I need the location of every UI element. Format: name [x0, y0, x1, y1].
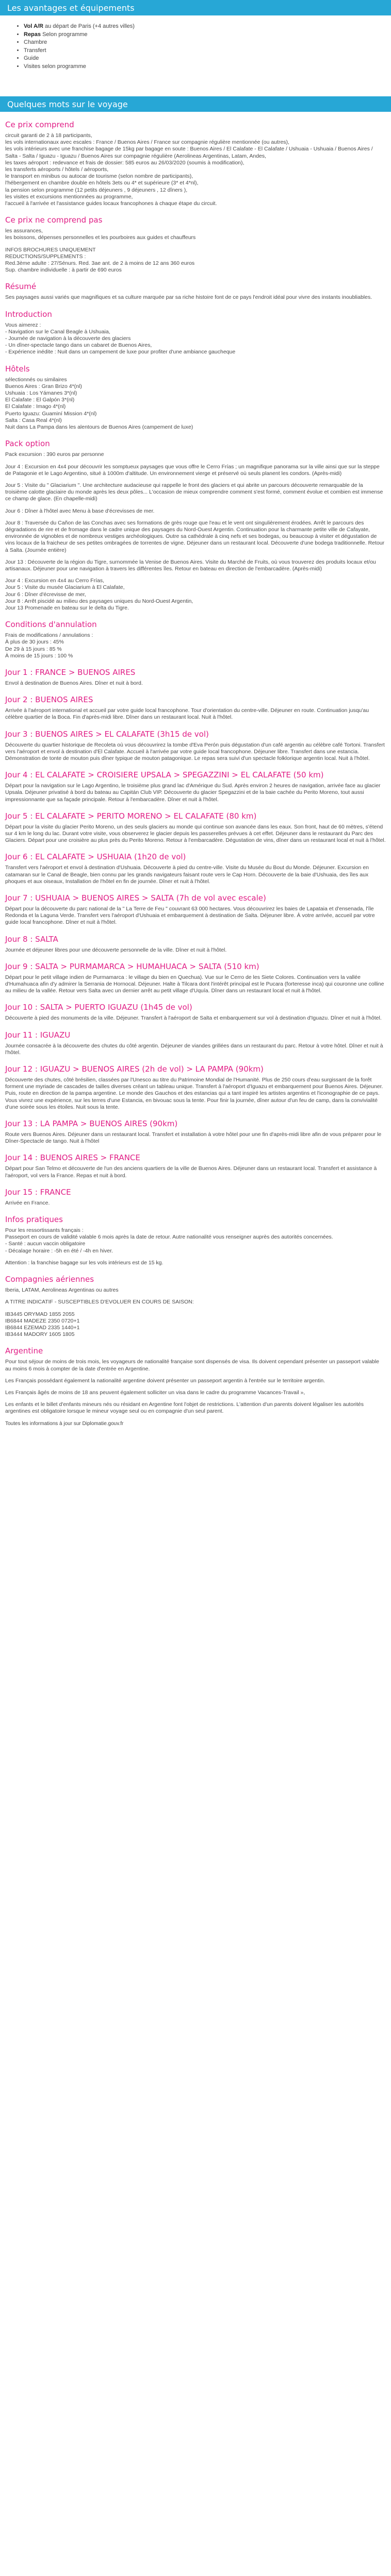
itinerary-day [5, 1003, 386, 1022]
amenity-detail: Guide [24, 55, 39, 61]
footer-note[interactable]: Toutes les informations à jour sur Diplomatie.gouv.fr [5, 1420, 124, 1427]
itinerary-day [5, 962, 386, 995]
section-paragraph: Pour tout séjour de moins de trois mois, les voyageurs de nationalité française sont dispensés de visa. Ils doivent cependant présenter un passeport valable au moins 6 mois à compter de la date d'entrée en Argentine. [5, 1359, 379, 1372]
day-title: Jour 8 : SALTA [5, 934, 58, 944]
amenity-label: Repas [24, 31, 41, 38]
info-section [5, 215, 386, 274]
itinerary-day [5, 695, 386, 721]
day-title: Jour 11 : IGUAZU [5, 1030, 71, 1040]
section-title: Pack option [5, 439, 50, 449]
section-title: Introduction [5, 309, 52, 319]
section-paragraph: A TITRE INDICATIF - SUSCEPTIBLES D'EVOLUER EN COURS DE SAISON: [5, 1299, 194, 1306]
argentine-section [5, 1346, 386, 1415]
day-title: Jour 9 : SALTA > PURMAMARCA > HUMAHUACA > SALTA (510 km) [5, 961, 259, 971]
amenity-item [24, 63, 386, 71]
amenities-band [0, 0, 391, 15]
section-paragraph: Jour 8 : Traversée du Cañon de las Conchas avec ses formations de grès rouge que l'eau et le vent ont singulièrement érodées. Arrêt le parcours des dégradations de rire et de fromage dans le cadre unique des paysages du Nord-Ouest Argentin. Continuation pour la charmante petite ville de Cafayate, environnée de vignobles et de nombreux vestiges archéologiques. Outre sa cathédrale à cinq nefs et ses bodegas, ou beaucoup à visiter et dégustation de vins locaux de la fraicheur de ses petites ombragées de torrentes de vigne. Déjeuner dans un restaurant local. Découverte d'une bodega traditionnelle. Retour à Salta. (Journée entière) [5, 519, 385, 553]
section-paragraph: INFOS BROCHURES UNIQUEMENT REDUCTIONS/SUPPLEMENTS : Red.3ème adulte : 27/Sénurs. Red. 3ae ant. de 2 à moins de 12 ans 360 euros Sup. chambre individuelle : à partir de 690 euros [5, 246, 195, 274]
amenities-title: Les avantages et équipements [7, 3, 135, 13]
infos-section [5, 1215, 386, 1266]
amenity-item [24, 31, 386, 39]
section-paragraph: Iberia, LATAM, Aerolineas Argentinas ou autres [5, 1287, 119, 1294]
day-title: Jour 6 : EL CALAFATE > USHUAIA (1h20 de vol) [5, 852, 186, 862]
amenities-section [0, 23, 391, 71]
voyage-title: Quelques mots sur le voyage [7, 99, 128, 109]
day-title: Jour 7 : USHUAIA > BUENOS AIRES > SALTA (7h de vol avec escale) [5, 893, 266, 903]
section-paragraph: Vous aimerez : - Navigation sur le Canal Beagle à Ushuaia, - Journée de navigation à la découverte des glaciers - Un dîner-spectacle tango dans un cabaret de Buenos Aires, - Expérience inédite : Nuit dans un campement de luxe pour profiter d'une ambiance gaucheque [5, 321, 236, 355]
airlines-section [5, 1275, 386, 1338]
info-section [5, 620, 386, 659]
section-paragraph: Ses paysages aussi variés que magnifiques et sa culture marquée par sa riche histoire font de ce pays l'endroit idéal pour vivre des instants inoubliables. [5, 294, 372, 301]
amenity-item [24, 47, 386, 55]
itinerary-day [5, 1119, 386, 1145]
day-description: Découverte du quartier historique de Recoleta où vous découvrirez la tombe d'Eva Perón puis dégustation d'un café argentin au célèbre café Tortoni. Transfert vers l'aéroport et envol à destination d'El Calafate. Accueil à l'arrivée par votre guide local francophone. Déjeuner libre. Transfert dans une estancia. Démonstration de tonte de mouton puis dîner typique de mouton patagonique. Le repas sera suivi d'un spectacle folklorique argentin local. Nuit à l'hôtel. [5, 741, 385, 761]
section-paragraph: Les Français âgés de moins de 18 ans peuvent également solliciter un visa dans le cadre du programme Vacances-Travail », [5, 1389, 305, 1396]
itinerary-day [5, 668, 386, 687]
amenity-label: Vol A/R [24, 23, 43, 29]
day-title: Jour 10 : SALTA > PUERTO IGUAZU (1h45 de vol) [5, 1003, 192, 1012]
itinerary-day [5, 893, 386, 926]
day-description: Route vers Buenos Aires. Déjeuner dans un restaurant local. Transfert et installation à votre hôtel pour une fin d'après-midi libre afin de vous préparer pour le Dîner-Spectacle de tango. Nuit à l'hôtel [5, 1131, 382, 1145]
day-title: Jour 13 : LA PAMPA > BUENOS AIRES (90km) [5, 1119, 178, 1129]
section-paragraph: Jour 6 : Dîner à l'hôtel avec Menu à base d'écrevisses de mer. [5, 507, 155, 514]
section-paragraph: Frais de modifications / annulations : À plus de 30 jours : 45% De 29 à 15 jours : 85 % À moins de 15 jours : 100 % [5, 632, 93, 659]
day-title: Jour 14 : BUENOS AIRES > FRANCE [5, 1153, 140, 1163]
day-title: Jour 4 : EL CALAFATE > CROISIERE UPSALA > SPEGAZZINI > EL CALAFATE (50 km) [5, 770, 324, 780]
amenity-item [24, 23, 386, 31]
itinerary-day [5, 852, 386, 885]
spacer [0, 78, 391, 96]
day-description: Arrivée en France. [5, 1199, 50, 1206]
day-description: Envol à destination de Buenos Aires. Dîner et nuit à bord. [5, 680, 143, 686]
day-title: Jour 1 : FRANCE > BUENOS AIRES [5, 667, 136, 677]
itinerary-day [5, 811, 386, 844]
itinerary-day [5, 1064, 386, 1111]
section-paragraph: Jour 4 : Excursion en 4x4 au Cerro Frías, Jour 5 : Visite du musée Glaciarium à El Calafate, Jour 6 : Dîner d'écrevisse de mer, Jour 8 : Arrêt piscidé au milieu des paysages uniques du Nord-Ouest Argentin, Jour 13 Promenade en bateau sur le delta du Tigre. [5, 578, 193, 611]
day-title: Jour 3 : BUENOS AIRES > EL CALAFATE (3h15 de vol) [5, 729, 209, 739]
section-paragraph: Les Français possédant également la nationalité argentine doivent présenter un passeport argentin à l'entrée sur le territoire argentin. [5, 1377, 325, 1384]
amenity-item [24, 55, 386, 63]
section-paragraph: Pour les ressortissants français : Passeport en cours de validité valable 6 mois après la date de retour. Autre nationalité vous renseigner auprès des autorités concernées. - Santé : aucun vaccin obligatoire - Décalage horaire : -5h en été / -4h en hiver. [5, 1227, 333, 1254]
section-title: Hôtels [5, 364, 30, 374]
amenity-detail: Visites selon programme [24, 63, 86, 70]
section-paragraph: circuit garanti de 2 à 18 participants, les vols internationaux avec escales : France / Buenos Aires / France sur compagnie régulière mentionnée (ou autres), les vols intérieurs avec une franchise bagage de 15kg par bagage en soute : Buenos Aires / El Calafate - El Calafate / Ushuaia - Ushuaia / Buenos Aires / Salta - Salta / Iguazu - Iguazu / Buenos Aires sur compagnie régulière (Aerolineas Argentinas, Latam, Andes, les taxes aéroport : redevance et frais de dossier: 585 euros au 26/03/2020 (soumis à modification), les transferts aéroports / hôtels / aéroports, le transport en minibus ou autocar de tourisme (selon nombre de participants), l'hébergement en chambre double en hôtels 3ets ou 4* et supérieure (3* et 4*nl), la pension selon programme (12 petits déjeuners , 9 déjeuners , 12 dîners ), les visites et excursions mentionnées au programme, l'accueil à l'arrivée et l'assistance guides locaux francophones à chaque étape du circuit. [5, 132, 373, 207]
itinerary-day [5, 1153, 386, 1179]
day-description: Arrivée à l'aéroport international et accueil par votre guide local francophone. Tour d'orientation du centre-ville. Déjeuner en route. Continuation jusqu'au célèbre quartier de la Boca. Fin d'après-midi libre. Dîner dans un restaurant local. Nuit à l'hôtel. [5, 707, 369, 721]
amenity-detail: Transfert [24, 47, 46, 54]
day-description: Découverte à pied des monuments de la ville. Déjeuner. Transfert à l'aéroport de Salta et embarquement sur vol à destination d'Iguazu. Dîner et nuit à l'hôtel. [5, 1015, 382, 1022]
day-description: Départ pour la navigation sur le Lago Argentino, le troisième plus grand lac d'Amérique du Sud. Après environ 2 heures de navigation, arrivée face au glacier Upsala. Déjeuner privatisé à bord du bateau au Capitán Club VIP. Découverte du glacier Spegazzini et de la baie cachée du Perito Moreno, tout aussi impressionnante que sa façade principale. Retour à l'embarcadère. Dîner et nuit à l'hôtel. [5, 783, 381, 803]
section-title: Résumé [5, 282, 37, 292]
amenity-detail: Chambre [24, 39, 47, 45]
itinerary-day [5, 1030, 386, 1056]
section-title: Ce prix ne comprend pas [5, 215, 103, 225]
day-description: Découverte des chutes, côté brésilien, classées par l'Unesco au titre du Patrimoine Mondial de l'Humanité. Plus de 250 cours d'eau surgissant de la forêt forment une myriade de cascades de tailles diverses créant un tableau unique. Transfert à l'aéroport d'Iguazu et embarquement pour Buenos Aires. Déjeuner. Puis, route en direction de la pampa argentine. Le monde des Gauchos et des estancias qui a tant inspiré les artistes argentins et l'iconographie de ce pays. Vous vivrez une expérience, sur les terres d'une Estancia, en bivouac sous la tente. Pour finir la journée, dîner autour d'un feu de camp, dans la convivialité d'une soirée sous les étoiles. Nuit sous la tente. [5, 1077, 383, 1110]
info-section [5, 310, 386, 356]
amenity-detail: Selon programme [41, 31, 88, 38]
day-description: Journée et déjeuner libres pour une découverte personnelle de la ville. Dîner et nuit à l'hôtel. [5, 946, 227, 953]
day-description: Départ pour la visite du glacier Perito Moreno, un des seuls glaciers au monde qui continue son avancée dans les eaux. Son front, haut de 60 mètres, s'étend sur 4 km le long du lac. Durant votre visite, vous observerez le glacier depuis les passerelles prévues à cet effet. Déjeuner dans le restaurant du Parc des Glaciers. Départ pour une croisière au plus près du Perito Moreno. Retour à l'embarcadère. Dégustation de vins, dîner dans un restaurant local et nuit à l'hôtel. [5, 823, 386, 844]
section-title: Conditions d'annulation [5, 620, 97, 630]
day-description: Départ pour le petit village indien de Purmamarca : le village du bien en Quechua). Vue sur le Cerro de les Siete Colores. Continuation vers la vallée d'Humahuaca afin d'y admirer la Serrania de Hornocal. Déjeuner. Halte à Tilcara dont l'intérêt principal est le Pucara (forteresse inca) qui couronne une colline au milieu de la vallée. Retour vers Salta avec un dernier arrêt au petit village d'Uquía. Dîner dans un restaurant local et nuit à l'hôtel. [5, 974, 384, 994]
section-title: Infos pratiques [5, 1215, 63, 1225]
section-paragraph: Attention : la franchise bagage sur les vols intérieurs est de 15 kg. [5, 1259, 164, 1266]
itinerary-day [5, 770, 386, 803]
section-paragraph: les assurances, les boissons, dépenses personnelles et les pourboires aux guides et chauffeurs [5, 228, 196, 241]
section-paragraph: Les enfants et le billet d'enfants mineurs nés ou résidant en Argentine font l'objet de restrictions. L'attention d'un parents doivent légaliser les autorités argentines est obligatoire lorsque le mineur voyage seul ou en compagnie d'un seul parent. [5, 1401, 364, 1415]
section-paragraph: Pack excursion : 390 euros par personne [5, 451, 104, 458]
amenity-item [24, 39, 386, 47]
section-paragraph: Jour 13 : Découverte de la région du Tigre, surnommée la Venise de Buenos Aires. Visite du Marché de Fruits, où vous trouverez des produits locaux et/ou artisanaux. Déjeuner pour une navigation à travers les différentes îles. Retour en bateau en direction de l'embarcadère. (Après-midi) [5, 558, 376, 572]
day-description: Départ pour San Telmo et découverte de l'un des anciens quartiers de la ville de Buenos Aires. Déjeuner dans un restaurant local. Transfert et assistance à l'aéroport, vol vers la France. Repas et nuit à bord. [5, 1165, 377, 1179]
info-section [5, 282, 386, 301]
section-title: Argentine [5, 1346, 43, 1356]
info-section [5, 439, 386, 612]
section-paragraph: Jour 4 : Excursion en 4x4 pour découvrir les somptueux paysages que vous offre le Cerro Frías ; un magnifique panorama sur la ville ainsi que sur la steppe de Patagonie et le Lago Argentino, situé à 1000m d'altitude. Un environnement vierge et préservé où seuls planent les condors. (Après-midi) [5, 463, 380, 477]
section-paragraph: Jour 5 : Visite du " Glaciarium ". Une architecture audacieuse qui rappelle le front des glaciers et qui abrite un parcours découverte remarquable de la troisième calotte glaciaire du monde après les deux pôles... L'occasion de mieux comprendre comment s'est formé, comment évolue et combien est immense ce champ de glace. (En chapelle-midi) [5, 482, 383, 502]
day-title: Jour 2 : BUENOS AIRES [5, 695, 93, 705]
voyage-content [0, 120, 391, 1427]
day-description: Transfert vers l'aéroport et envol à destination d'Ushuaia. Découverte à pied du centre-ville. Visite du Musée du Bout du Monde. Déjeuner. Excursion en catamaran sur le Canal de Beagle, bien connu par les grands navigateurs faisant route vers le Cap Horn. Découverte de la baie d'Ushuaia, des îles aux phoques et aux oiseaux, Installation de l'hôtel en fin de journée. Dîner et nuit à l'hôtel. [5, 865, 369, 885]
itinerary-day [5, 1188, 386, 1207]
day-title: Jour 5 : EL CALAFATE > PERITO MORENO > EL CALAFATE (80 km) [5, 811, 257, 821]
section-title: Ce prix comprend [5, 120, 74, 129]
itinerary-day [5, 935, 386, 954]
amenities-list [5, 23, 386, 71]
day-title: Jour 12 : IGUAZU > BUENOS AIRES (2h de vol) > LA PAMPA (90km) [5, 1064, 264, 1074]
section-paragraph: sélectionnés ou similaires Buenos Aires : Gran Brizo 4*(nl) Ushuaia : Los Yámanes 3*(nl) El Calafate : El Galpón 3*(nl) El Calafate : Imago 4*(nl) Puerto Iguazu: Guaminí Mission 4*(nl) Salta : Casa Real 4*(nl) Nuit dans La Pampa dans les alentours de Buenos Aires (campement de luxe) [5, 376, 193, 431]
voyage-band [0, 96, 391, 112]
info-section [5, 364, 386, 431]
day-description: Départ pour la découverte du parc national de la " La Terre de Feu " couvrant 63 000 hectares. Vous découvrirez les baies de Lapataia et d'ensenada, l'île Redonda et la Laguna Verde. Transfert vers l'aéroport d'Ushuaia et embarquement à destination de Salta. Déjeuner libre. À votre arrivée, accueil par votre guide local francophone. Dîner et nuit à l'hôtel. [5, 906, 375, 926]
day-description: Journée consacrée à la découverte des chutes du côté argentin. Déjeuner de viandes grillées dans un restaurant du parc. Retour à votre hôtel. Dîner et nuit à l'hôtel. [5, 1042, 383, 1056]
info-section [5, 120, 386, 207]
section-title: Compagnies aériennes [5, 1275, 94, 1284]
amenity-detail: au départ de Paris (+4 autres villes) [43, 23, 135, 29]
section-paragraph: IB3445 ORYMAD 1855 2055 IB6844 MADEZE 2350 0720+1 IB6844 EZEMAD 2335 1440+1 IB3444 MADORY 1605 1805 [5, 1311, 80, 1338]
day-title: Jour 15 : FRANCE [5, 1187, 71, 1197]
itinerary-day [5, 730, 386, 762]
